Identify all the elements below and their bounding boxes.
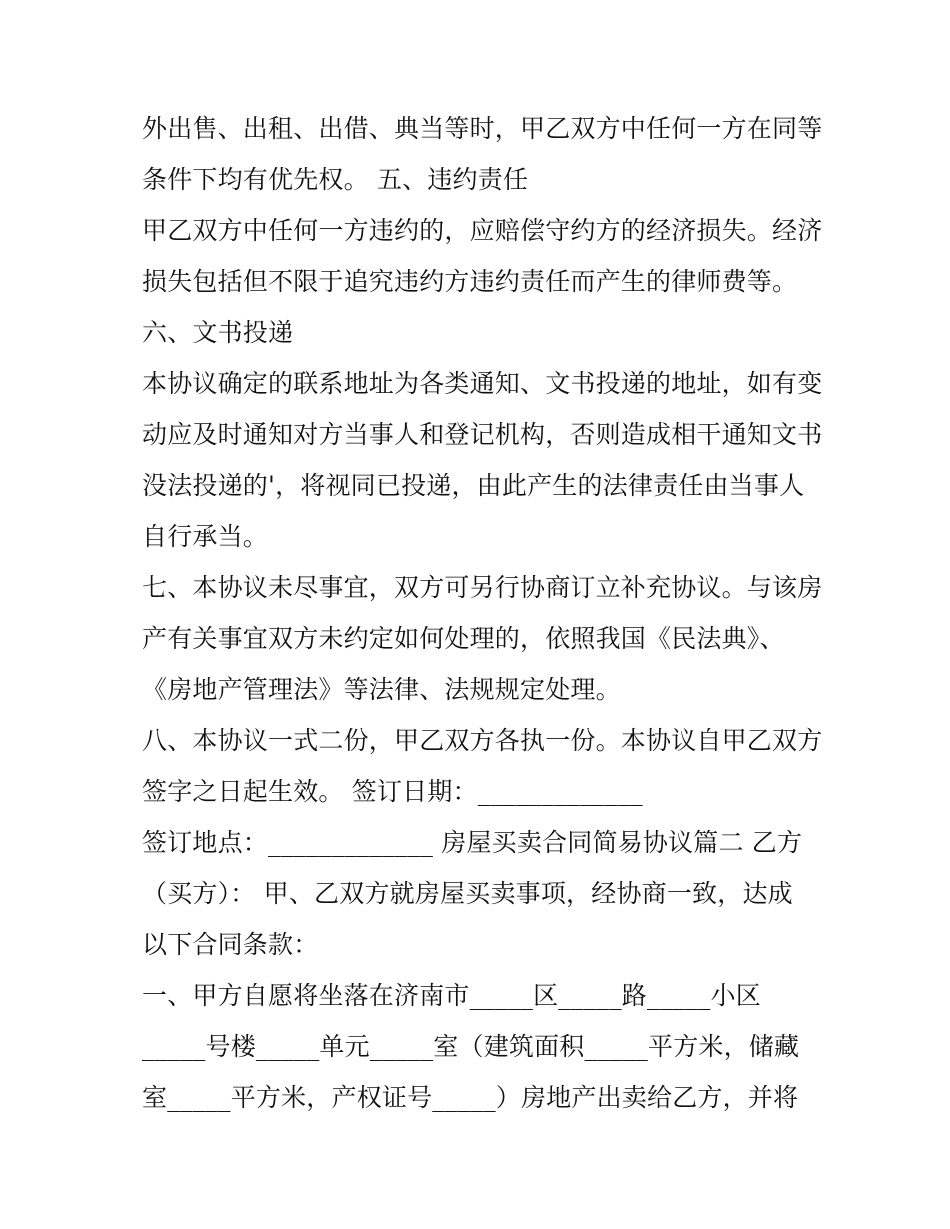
document-body (142, 103, 832, 1123)
text-line: 八、本协议一式二份，甲乙双方各执一份。本协议自甲乙双方 (142, 726, 823, 755)
text-line: （买方）： 甲、乙双方就房屋买卖事项，经协商一致，达成 (142, 879, 793, 908)
text-line: 以下合同条款： (142, 930, 319, 959)
section-heading: 六、文书投递 (142, 318, 294, 347)
text-line: 产有关事宜双方未约定如何处理的，依照我国《民法典》、 (142, 624, 785, 653)
text-line: 损失包括但不限于追究违约方违约责任而产生的律师费等。 (142, 267, 798, 296)
signing-place-line: 签订地点：_____________ 房屋买卖合同简易协议篇二 乙方 (142, 828, 803, 857)
text-line: _____号楼_____单元_____室（建筑面积_____平方米，储藏 (142, 1032, 800, 1061)
text-line: 室_____平方米，产权证号_____）房地产出卖给乙方，并将 (142, 1083, 799, 1112)
text-line: 一、甲方自愿将坐落在济南市_____区_____路_____小区 (142, 981, 761, 1010)
text-line: 动应及时通知对方当事人和登记机构，否则造成相干通知文书 (142, 420, 823, 449)
text-line: 七、本协议未尽事宜，双方可另行协商订立补充协议。与该房 (142, 573, 823, 602)
signing-date-line: 签字之日起生效。 签订日期：_____________ (142, 777, 643, 806)
text-line: 甲乙双方中任何一方违约的，应赔偿守约方的经济损失。经济 (142, 216, 823, 245)
text-line: 本协议确定的联系地址为各类通知、文书投递的地址，如有变 (142, 369, 823, 398)
text-line: 条件下均有优先权。 五、违约责任 (142, 165, 529, 194)
text-line: 外出售、出租、出借、典当等时，甲乙双方中任何一方在同等 (142, 114, 823, 143)
text-line: 自行承当。 (142, 522, 269, 551)
text-line: 《房地产管理法》等法律、法规规定处理。 (142, 675, 621, 704)
text-line: 没法投递的'，将视同已投递，由此产生的法律责任由当事人 (142, 471, 805, 500)
